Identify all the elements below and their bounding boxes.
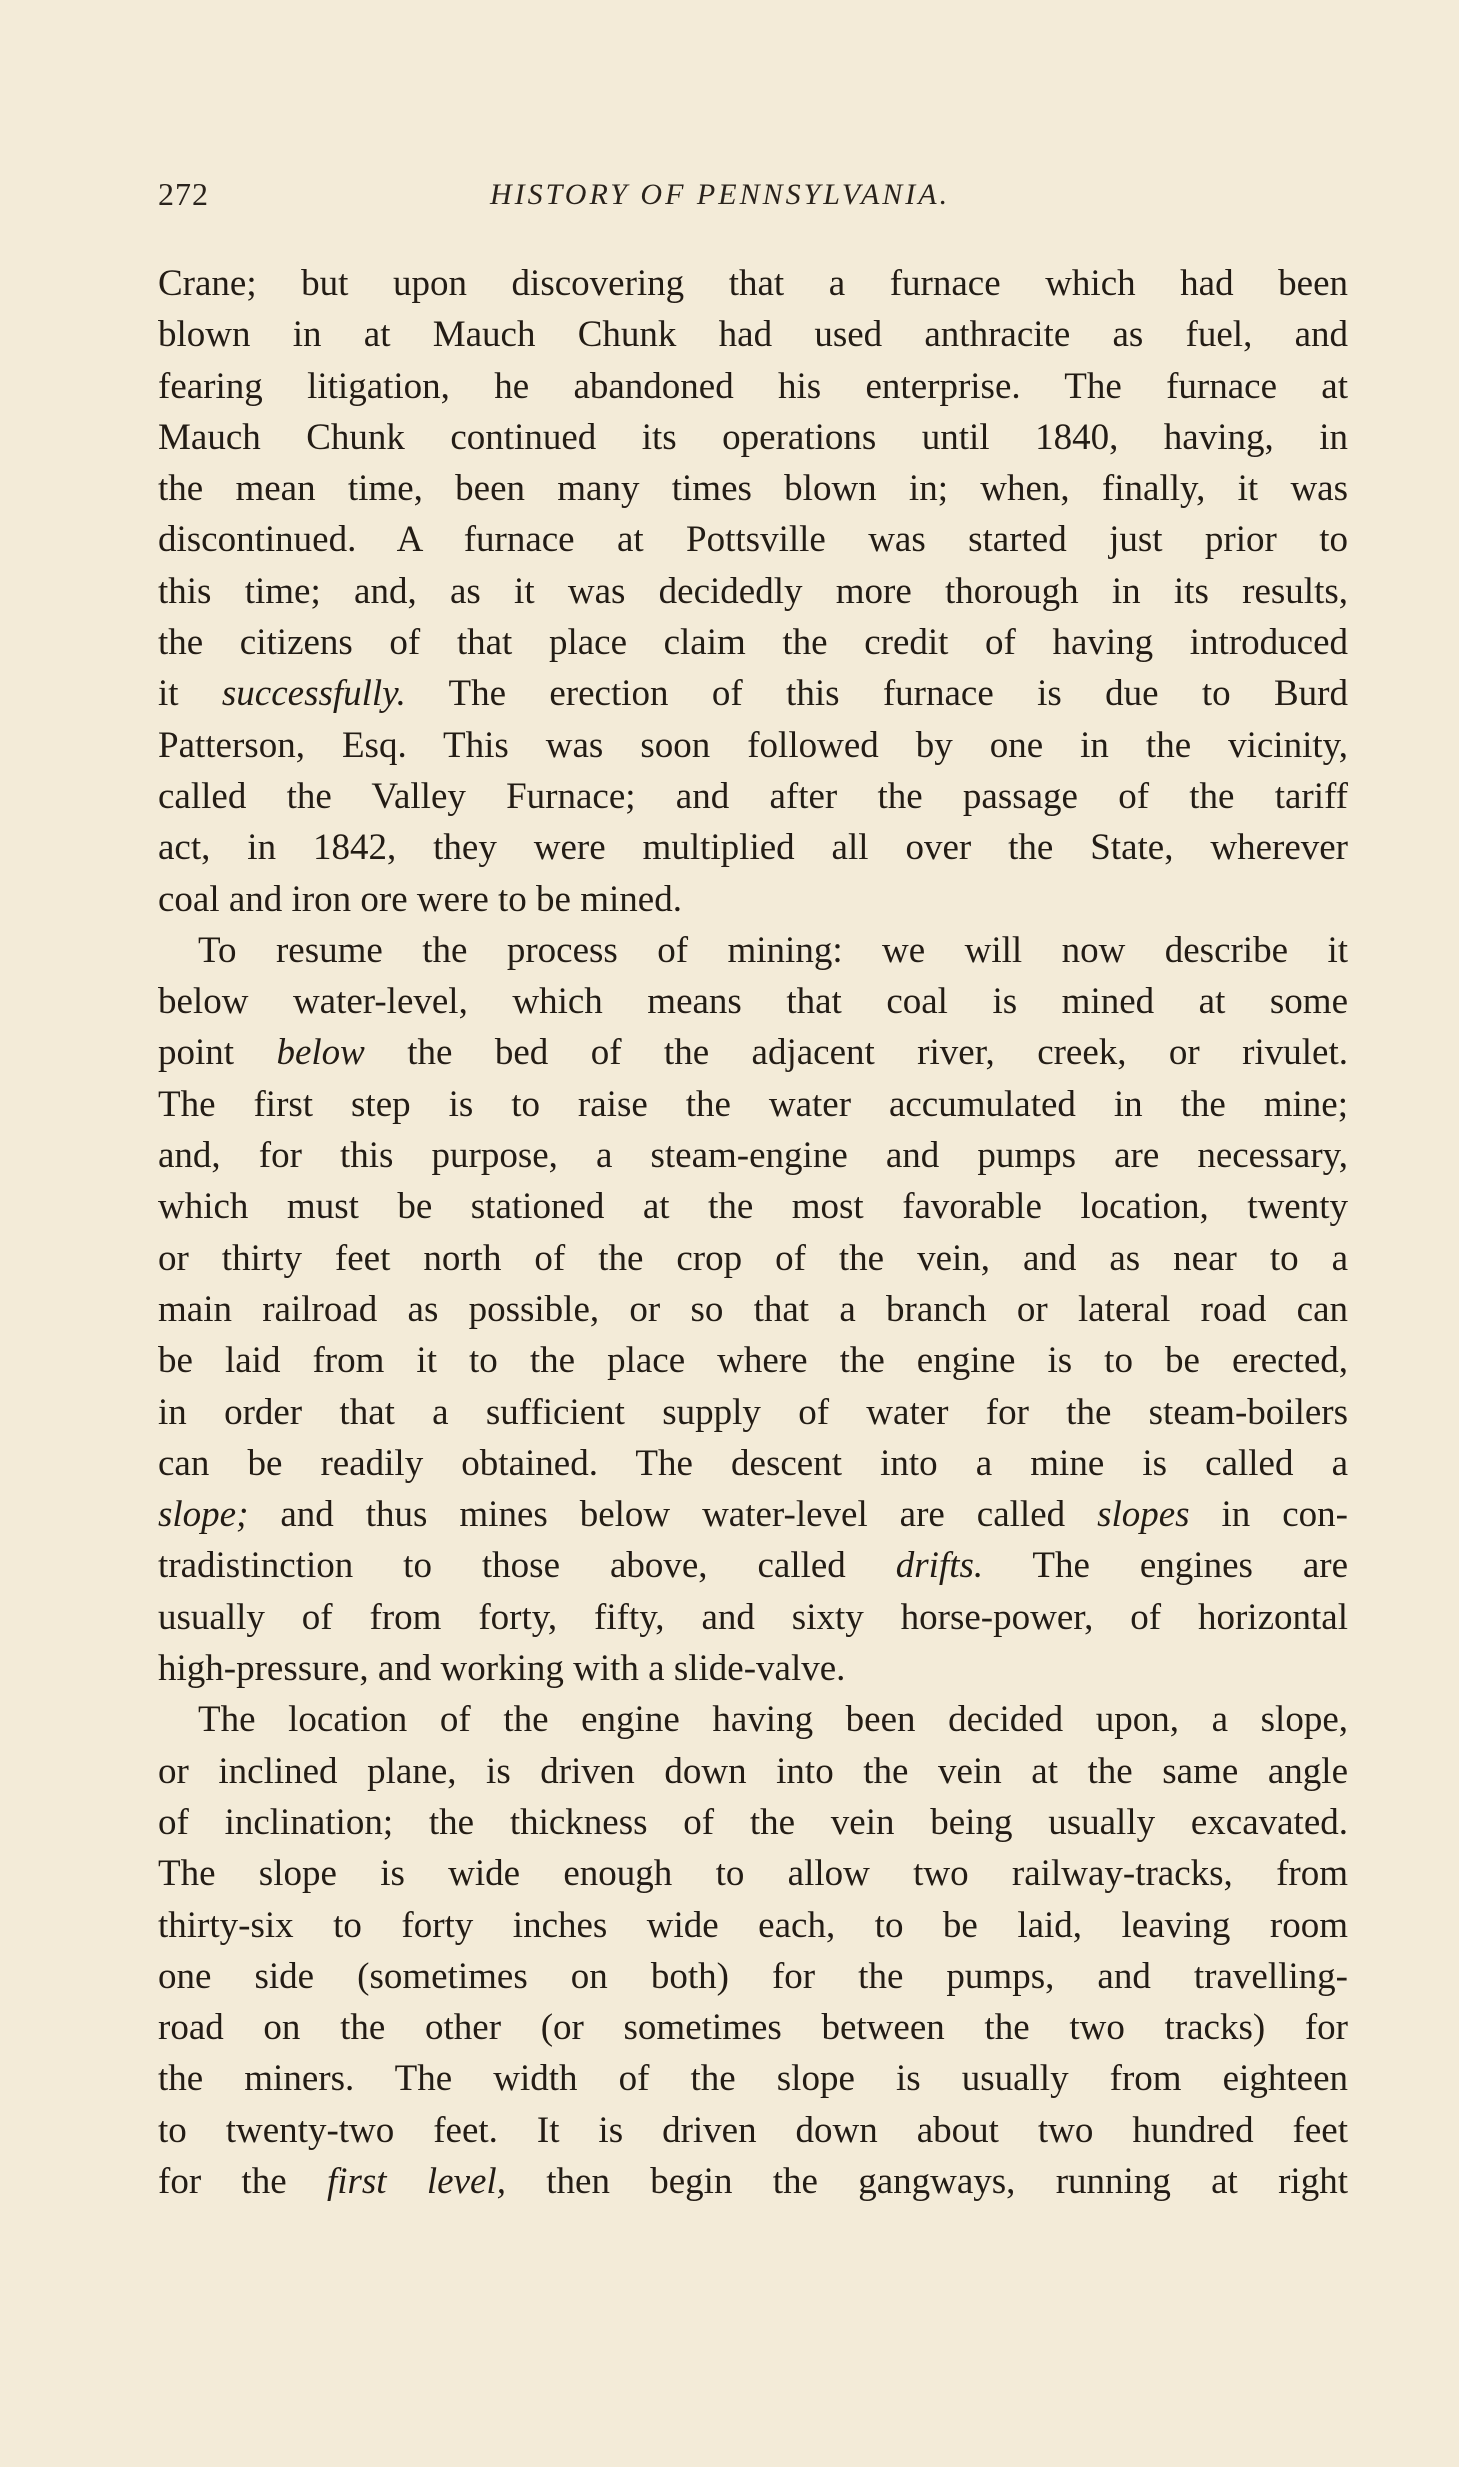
text-segment: in order that a sufficient supply of water for the steam-boilers	[158, 1391, 1348, 1433]
text-segment: the mean time, been many times blown in; when, finally, it was	[158, 468, 1348, 510]
text-line	[158, 1284, 1348, 1335]
text-line	[158, 2105, 1348, 2156]
text-segment: for the	[158, 2160, 327, 2202]
text-line	[158, 720, 1348, 771]
text-segment: point	[158, 1032, 277, 1074]
text-segment: fearing litigation, he abandoned his enterprise. The furnace at	[158, 365, 1348, 407]
italic-text: drifts.	[895, 1545, 984, 1587]
text-segment: blown in at Mauch Chunk had used anthracite as fuel, and	[158, 314, 1348, 356]
text-line	[158, 1643, 1348, 1694]
text-segment: this time; and, as it was decidedly more thorough in its results,	[158, 570, 1348, 612]
text-line	[158, 1181, 1348, 1232]
text-segment: it	[158, 673, 222, 715]
text-line	[158, 2053, 1348, 2104]
text-line	[158, 309, 1348, 360]
text-line	[158, 2002, 1348, 2053]
text-segment: To resume the process of mining: we will now describe it	[198, 929, 1348, 971]
text-segment: or thirty feet north of the crop of the vein, and as near to a	[158, 1237, 1348, 1279]
text-segment: usually of from forty, fifty, and sixty horse-power, of horizontal	[158, 1596, 1348, 1638]
text-segment: The location of the engine having been decided upon, a slope,	[198, 1699, 1348, 1741]
text-line	[158, 1079, 1348, 1130]
italic-text: first level,	[326, 2160, 506, 2202]
text-line	[158, 1900, 1348, 1951]
text-line	[158, 1592, 1348, 1643]
italic-text: slopes	[1097, 1494, 1190, 1536]
italic-text: slope;	[158, 1494, 249, 1536]
italic-text: below	[276, 1032, 365, 1074]
text-segment: or inclined plane, is driven down into the vein at the same angle	[158, 1750, 1348, 1792]
text-segment: and, for this purpose, a steam-engine and pumps are necessary,	[158, 1135, 1348, 1177]
text-segment: the citizens of that place claim the credit of having introduced	[158, 622, 1348, 664]
text-line	[158, 1951, 1348, 2002]
text-line	[158, 1335, 1348, 1386]
text-line	[158, 2156, 1348, 2207]
text-segment: can be readily obtained. The descent into a mine is called a	[158, 1442, 1348, 1484]
text-line	[158, 925, 1348, 976]
text-segment: in con-	[1189, 1494, 1348, 1536]
text-segment: The first step is to raise the water accumulated in the mine;	[158, 1083, 1348, 1125]
text-line	[158, 1438, 1348, 1489]
text-line	[158, 1746, 1348, 1797]
text-segment: below water-level, which means that coal is mined at some	[158, 981, 1348, 1023]
text-segment: coal and iron ore were to be mined.	[158, 878, 682, 920]
text-line	[158, 1848, 1348, 1899]
text-segment: then begin the gangways, running at right	[505, 2160, 1348, 2202]
text-segment: of inclination; the thickness of the vein being usually excavated.	[158, 1801, 1348, 1843]
text-segment: act, in 1842, they were multiplied all over the State, wherever	[158, 827, 1348, 869]
text-segment: Crane; but upon discovering that a furnace which had been	[158, 263, 1348, 304]
text-line	[158, 1130, 1348, 1181]
text-segment: be laid from it to the place where the engine is to be erected,	[158, 1340, 1348, 1382]
text-line	[158, 874, 1348, 925]
text-line	[158, 1387, 1348, 1438]
text-segment: The engines are	[983, 1545, 1349, 1587]
text-line	[158, 361, 1348, 412]
text-segment: high-pressure, and working with a slide-valve.	[158, 1648, 846, 1690]
text-segment: which must be stationed at the most favorable location, twenty	[158, 1186, 1348, 1228]
text-line	[158, 1797, 1348, 1848]
text-line	[158, 1540, 1348, 1591]
text-segment: to twenty-two feet. It is driven down about two hundred feet	[158, 2109, 1348, 2151]
text-segment: main railroad as possible, or so that a branch or lateral road can	[158, 1288, 1348, 1330]
text-line	[158, 1694, 1348, 1745]
text-segment: one side (sometimes on both) for the pumps, and travelling-	[158, 1955, 1348, 1997]
text-segment: Patterson, Esq. This was soon followed by one in the vicinity,	[158, 724, 1348, 766]
body-text	[158, 258, 1348, 2207]
text-segment: The slope is wide enough to allow two railway-tracks, from	[158, 1853, 1348, 1895]
text-segment: Mauch Chunk continued its operations until 1840, having, in	[158, 416, 1348, 458]
text-line	[158, 668, 1348, 719]
page-number: 272	[158, 176, 209, 212]
text-segment: road on the other (or sometimes between the two tracks) for	[158, 2007, 1348, 2049]
text-line	[158, 258, 1348, 309]
text-line	[158, 1489, 1348, 1540]
text-line	[158, 1233, 1348, 1284]
text-line	[158, 514, 1348, 565]
text-segment: The erection of this furnace is due to Burd	[405, 673, 1348, 715]
text-segment: discontinued. A furnace at Pottsville was started just prior to	[158, 519, 1348, 561]
text-line	[158, 1027, 1348, 1078]
italic-text: successfully.	[221, 673, 406, 715]
running-title: HISTORY OF PENNSYLVANIA.	[490, 178, 951, 211]
text-segment: and thus mines below water-level are called	[248, 1494, 1098, 1536]
text-line	[158, 566, 1348, 617]
text-segment: tradistinction to those above, called	[158, 1545, 896, 1587]
text-line	[158, 412, 1348, 463]
text-line	[158, 463, 1348, 514]
text-line	[158, 771, 1348, 822]
text-segment: the bed of the adjacent river, creek, or rivulet.	[364, 1032, 1348, 1074]
text-segment: the miners. The width of the slope is usually from eighteen	[158, 2058, 1348, 2100]
page-header	[158, 176, 1348, 226]
text-line	[158, 822, 1348, 873]
text-segment: called the Valley Furnace; and after the passage of the tariff	[158, 775, 1348, 817]
text-line	[158, 976, 1348, 1027]
text-segment: thirty-six to forty inches wide each, to be laid, leaving room	[158, 1904, 1348, 1946]
text-line	[158, 617, 1348, 668]
